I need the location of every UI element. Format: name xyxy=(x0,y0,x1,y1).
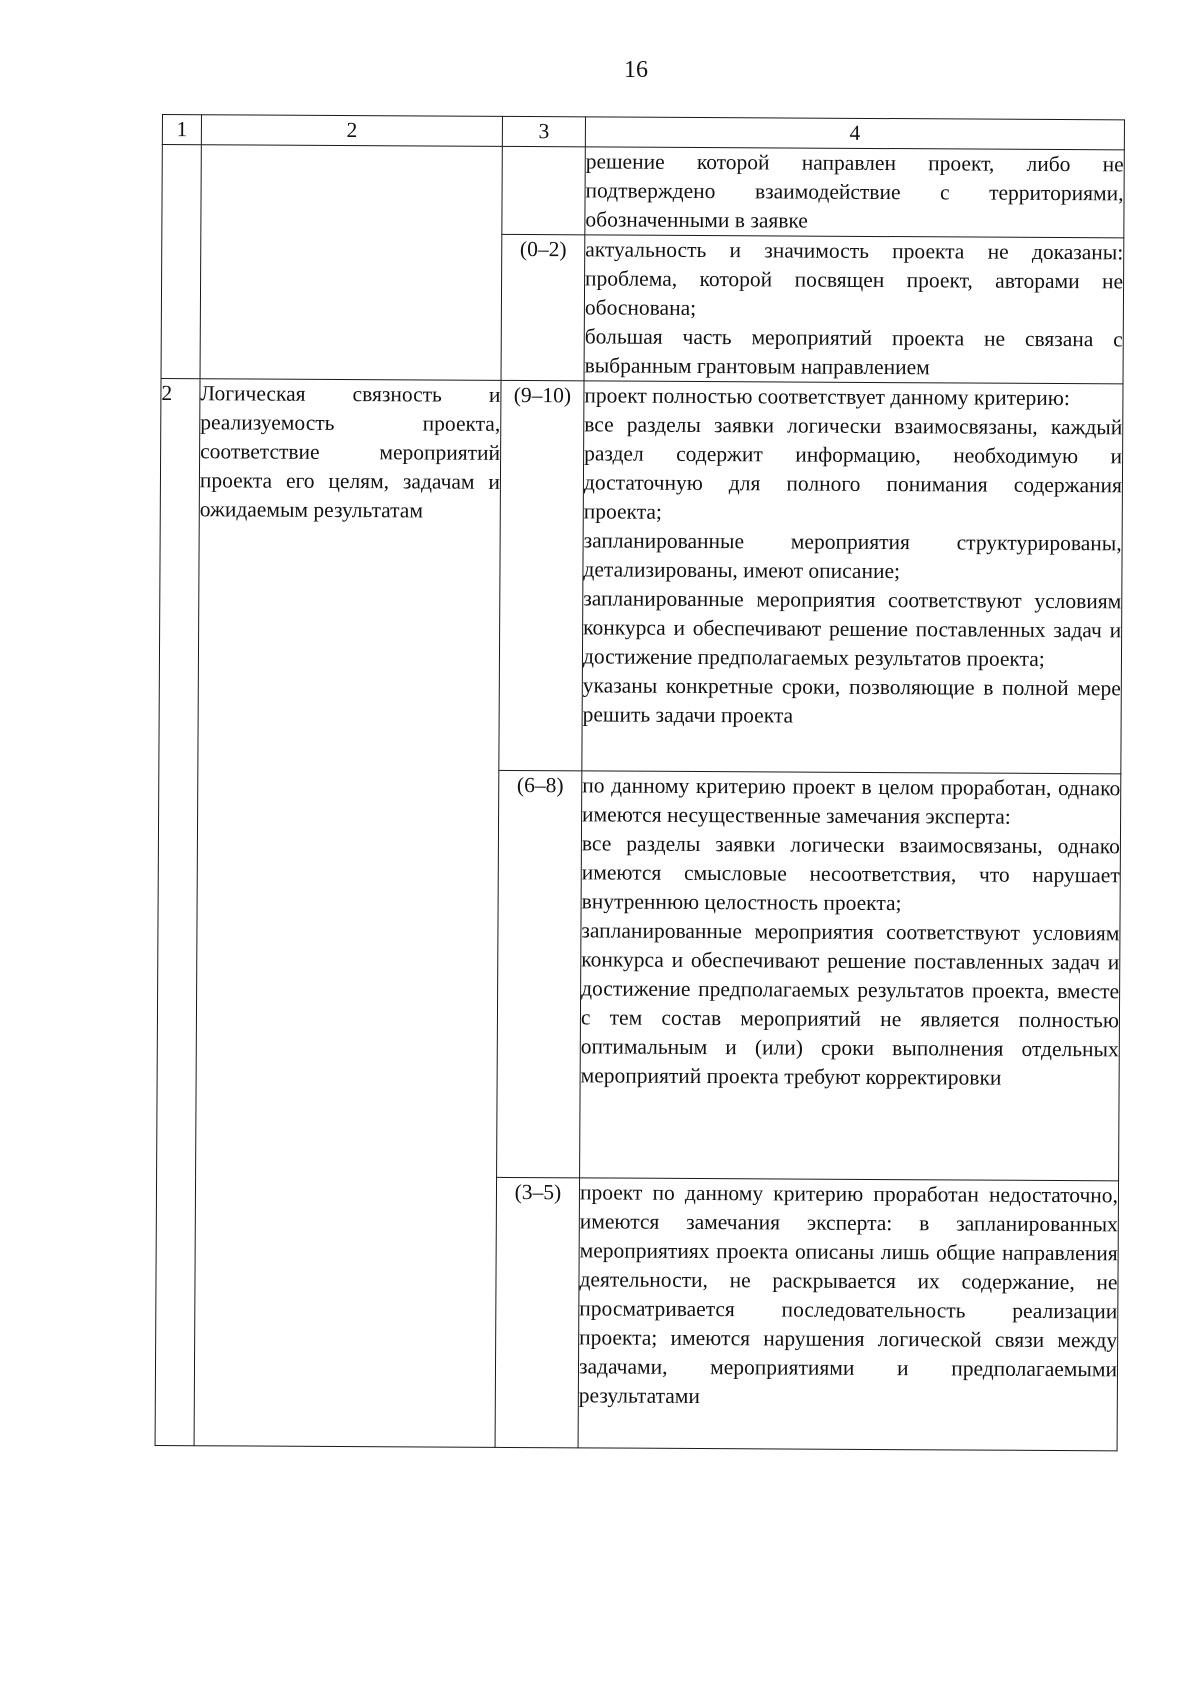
table-row xyxy=(162,145,1124,238)
description-paragraph: запланированные мероприятия соответствуют условиям конкурса и обеспечивают решение поставленных задач и достижение предполагаемых результатов проекта; xyxy=(582,586,1122,671)
cell-criterion xyxy=(200,145,502,381)
description-paragraph: указаны конкретные сроки, позволяющие в полной мере решить задачи проекта xyxy=(582,673,1121,728)
page-number: 16 xyxy=(624,57,648,83)
header-col-3: 3 xyxy=(502,116,585,146)
cell-description xyxy=(582,381,1123,774)
description-paragraph: проект по данному критерию проработан недостаточно, имеются замечания эксперта: в запланированных мероприятиях проекта описаны лишь общие направления деятельности, не раскрывается их содержание, не просматривается последовательность реализации проекта; имеются нарушения логической связи между задачами, мероприятиями и предполагаемыми результатами xyxy=(578,1180,1119,1409)
cell-criterion: Логическая связность и реализуемость проекта, соответствие мероприятий проекта его целям, задачам и ожидаемым результатам xyxy=(194,379,501,1448)
description-paragraph: актуальность и значимость проекта не доказаны: проблема, которой посвящен проект, авторами не обоснована; xyxy=(584,237,1124,320)
cell-number: 2 xyxy=(155,378,200,1445)
cell-score: (6–8) xyxy=(497,770,582,1177)
description-paragraph: по данному критерию проект в целом проработан, однако имеются несущественные замечания эксперта: xyxy=(582,773,1121,829)
cell-description xyxy=(584,235,1124,384)
cell-description xyxy=(578,1178,1118,1451)
description-paragraph: большая часть мероприятий проекта не связана с выбранным грантовым направлением xyxy=(584,324,1123,380)
evaluation-criteria-table xyxy=(155,114,1125,1451)
cell-score: (9–10) xyxy=(499,380,584,770)
cell-score xyxy=(502,146,585,234)
header-col-2: 2 xyxy=(201,115,502,147)
description-paragraph: все разделы заявки логически взаимосвязаны, каждый раздел содержит информацию, необходимую и достаточную для полного понимания содержания проекта; xyxy=(583,412,1123,524)
header-col-4: 4 xyxy=(585,117,1124,150)
description-paragraph: все разделы заявки логически взаимосвязаны, однако имеются смысловые несоответствия, что нарушает внутреннюю целостность проекта; xyxy=(581,831,1120,916)
description-paragraph: запланированные мероприятия структурированы, детализированы, имеют описание; xyxy=(583,528,1122,584)
description-paragraph: решение которой направлен проект, либо не подтверждено взаимодействие с территориями, обозначенными в заявке xyxy=(585,149,1124,233)
cell-score: (3–5) xyxy=(495,1177,580,1447)
header-col-1: 1 xyxy=(162,115,201,145)
table-row xyxy=(159,378,1123,773)
description-paragraph: проект полностью соответствует данному критерию: xyxy=(584,383,1070,411)
cell-description xyxy=(580,771,1121,1181)
description-paragraph: запланированные мероприятия соответствуют условиям конкурса и обеспечивают решение поставленных задач и достижение предполагаемых результатов проекта, вместе с тем состав мероприятий не является полностью оптимальным и (или) сроки выполнения отдельных мероприятий проекта требуют корректировки xyxy=(580,918,1120,1090)
cell-number xyxy=(161,145,201,379)
cell-description xyxy=(585,147,1124,238)
cell-score: (0–2) xyxy=(501,234,585,380)
